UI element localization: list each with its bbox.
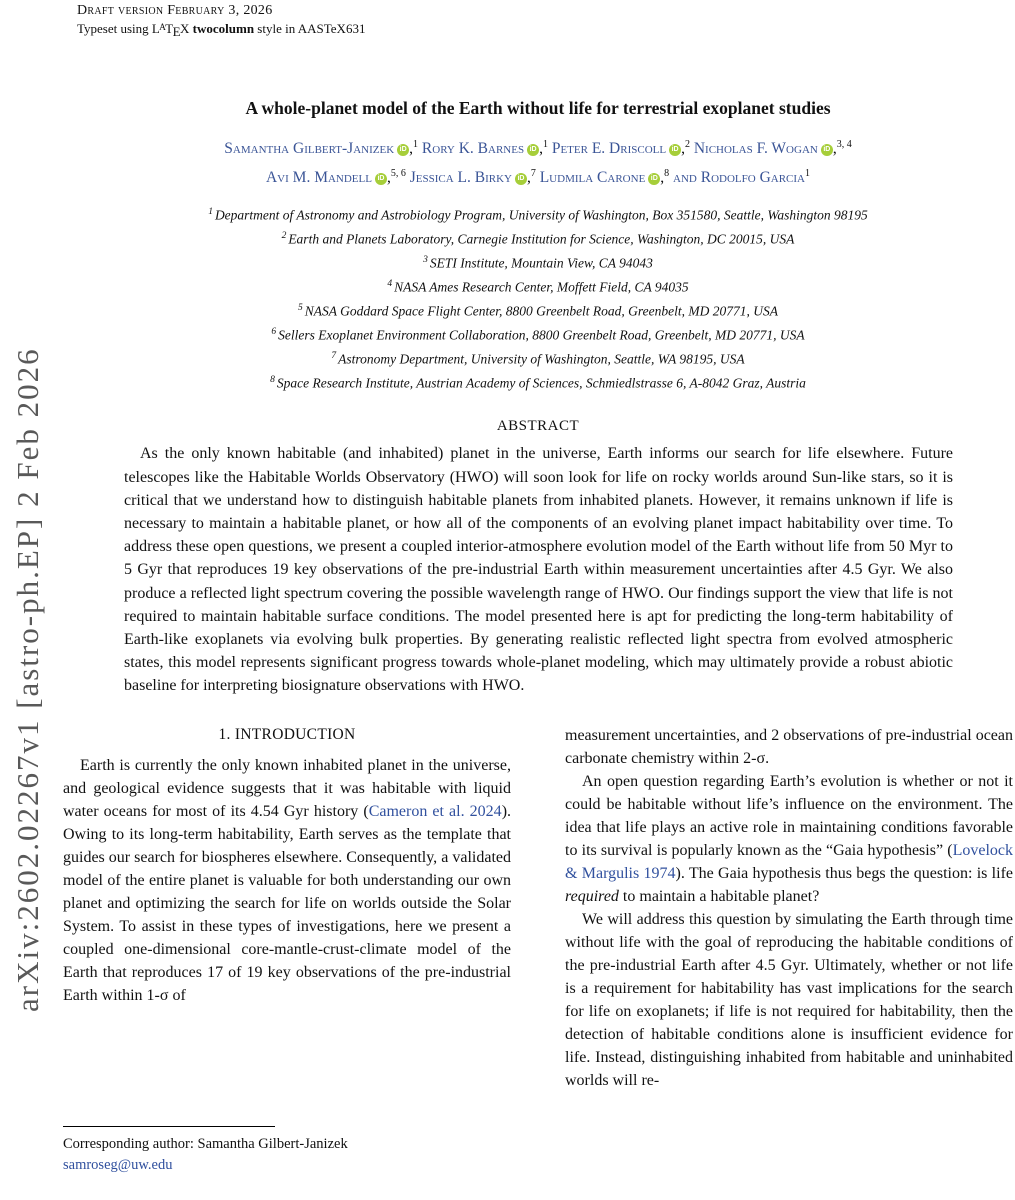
author: [422, 140, 548, 157]
text-run: measurement uncertainties, and 2 observations of pre-industrial ocean carbonate chemistry within 2-σ.: [565, 726, 1013, 767]
author: [540, 169, 669, 186]
draft-date-line: Draft version February 3, 2026: [77, 3, 273, 18]
affiliation-number: 1: [208, 207, 213, 218]
arxiv-watermark: arXiv:2602.02267v1 [astro-ph.EP] 2 Feb 2026: [10, 347, 45, 1012]
author-separator: ,: [832, 140, 837, 158]
author-affiliation-number: 1: [805, 168, 810, 180]
text-run: Typeset using L: [77, 21, 160, 36]
affiliation-text: Space Research Institute, Austrian Academy of Sciences, Schmiedlstrasse 6, A-8042 Graz, Austria: [276, 375, 806, 391]
text-run: T: [165, 21, 174, 36]
author: [673, 169, 810, 186]
citation-link[interactable]: Lovelock & Margulis 1974: [565, 841, 1013, 882]
author-separator: ,: [526, 169, 531, 187]
text-run: E: [172, 23, 181, 39]
paper-title: A whole-planet model of the Earth without life for terrestrial exoplanet studies: [245, 98, 831, 118]
author-affiliation-number: 5, 6: [390, 168, 406, 180]
affiliation: [63, 346, 1013, 370]
affiliation-number: 5: [297, 303, 303, 314]
text-run: to maintain a habitable planet?: [618, 887, 820, 905]
two-column-body: [63, 724, 1013, 1092]
typeset-line: [77, 20, 365, 40]
author-affiliation-number: 3, 4: [836, 139, 852, 150]
authors-line-2: [63, 161, 1013, 190]
author-name-link[interactable]: Avi M. Mandell: [265, 169, 372, 187]
affiliation-number: 4: [387, 279, 393, 290]
text-run: style in AASTeX631: [254, 21, 366, 36]
author-name-link[interactable]: Samantha Gilbert-Janizek: [224, 140, 395, 158]
affiliation-text: Astronomy Department, University of Washington, Seattle, WA 98195, USA: [338, 351, 745, 367]
text-run: An open question regarding Earth’s evolution is whether or not it could be habitable without life’s influence on the environment. The idea that life plays an active role in maintaining conditions favorable to its survival is popularly known as the “Gaia hypothesis” (: [565, 772, 1013, 859]
author-separator: ,: [660, 169, 665, 187]
affiliation-text: NASA Goddard Space Flight Center, 8800 Greenbelt Road, Greenbelt, MD 20771, USA: [304, 303, 779, 319]
corresponding-author-label: Corresponding author: Samantha Gilbert-Janizek: [63, 1136, 348, 1152]
author-affiliation-number: 1: [542, 139, 548, 150]
text-run: ). The Gaia hypothesis thus begs the question: is life: [675, 864, 1013, 882]
affiliations-list: [63, 202, 1013, 394]
affiliation-number: 7: [331, 351, 337, 362]
author-name-link[interactable]: Nicholas F. Wogan: [693, 140, 818, 158]
affiliation: [63, 322, 1013, 346]
orcid-icon[interactable]: iD: [515, 173, 527, 185]
author: [694, 140, 852, 157]
abstract-text: As the only known habitable (and inhabited) planet in the universe, Earth informs our search for life elsewhere. Future telescopes like the Habitable Worlds Observatory (HWO) will soon look for life on rocky worlds around Sun-like stars, so it is critical that we understand how to distinguish habitable planets from inhabited planets. However, it remains unknown if life is necessary to maintain a habitable planet, or how all of the components of an evolving planet impact habitability over time. To address these open questions, we present a coupled interior-atmosphere evolution model of the Earth without life from 50 Myr to 5 Gyr that reproduces 19 key observations of the pre-industrial Earth within measurement uncertainties after 4.5 Gyr. We also produce a reflected light spectrum covering the possible wavelength range of HWO. Our findings support the view that life is not required to maintain habitable surface conditions. The model presented here is apt for predicting the long-term habitability of Earth-like exoplanets via evolving bulk properties. By generating realistic reflected light spectra from evolved atmospheric states, this model represents significant progress towards whole-planet modeling, which may ultimately provide a robust abiotic baseline for interpreting biosignature observations with HWO.: [124, 445, 953, 695]
author-name-link[interactable]: Ludmila Carone: [539, 169, 646, 187]
affiliation-text: NASA Ames Research Center, Moffett Field, CA 94035: [394, 279, 689, 295]
author: [410, 169, 536, 186]
text-run: X: [180, 21, 193, 36]
orcid-icon[interactable]: iD: [821, 144, 833, 156]
author-separator: ,: [386, 169, 391, 187]
orcid-icon[interactable]: iD: [375, 173, 387, 185]
author-name-link[interactable]: Jessica L. Birky: [409, 169, 512, 187]
orcid-icon[interactable]: iD: [527, 144, 539, 156]
text-run: A: [159, 23, 166, 34]
paragraph: [63, 754, 511, 1007]
paper-content: [63, 0, 1013, 1092]
author-separator: ,: [681, 140, 685, 158]
affiliation-text: Department of Astronomy and Astrobiology Program, University of Washington, Box 351580, Seattle, Washington 98195: [214, 207, 868, 223]
affiliation-text: Earth and Planets Laboratory, Carnegie Institution for Science, Washington, DC 20015, USA: [288, 231, 795, 247]
orcid-icon[interactable]: iD: [669, 144, 681, 156]
author-name-link[interactable]: and Rodolfo Garcia: [673, 169, 805, 187]
author-affiliation-number: 2: [684, 139, 690, 150]
author-separator: ,: [409, 140, 414, 158]
intro-left-column: [63, 724, 511, 1092]
abstract-heading: ABSTRACT: [496, 418, 580, 435]
author-affiliation-number: 1: [413, 139, 419, 150]
affiliation: [63, 226, 1013, 250]
affiliation: [63, 298, 1013, 322]
text-run: We will address this question by simulating the Earth through time without life with the goal of reproducing the habitable conditions of the pre-industrial Earth after 4.5 Gyr. Ultimately, whether or not life is a requirement for habitability has vast implications for the search for life on exoplanets; if life is not required for habitability, then the detection of habitable conditions alone is insufficient evidence for life. Instead, distinguishing inhabited from habitable and uninhabited worlds will re-: [565, 910, 1013, 1089]
paragraph: [565, 770, 1013, 908]
footnote-rule: [63, 1126, 275, 1127]
author: [224, 140, 418, 157]
author-separator: ,: [539, 140, 543, 158]
paper-header: [77, 2, 365, 40]
orcid-icon[interactable]: iD: [648, 173, 660, 185]
author-name-link[interactable]: Peter E. Driscoll: [551, 140, 667, 158]
affiliation-number: 8: [270, 375, 275, 386]
section-heading-introduction: 1. INTRODUCTION: [218, 725, 356, 743]
author-affiliation-number: 8: [664, 168, 670, 180]
corresponding-author-note: [63, 1126, 511, 1176]
affiliation: [63, 370, 1013, 394]
author: [266, 169, 406, 186]
orcid-icon[interactable]: iD: [397, 144, 409, 156]
author: [552, 140, 690, 157]
affiliation-text: Sellers Exoplanet Environment Collaboration, 8800 Greenbelt Road, Greenbelt, MD 20771, USA: [278, 327, 805, 343]
text-run: ). Owing to its long-term habitability, Earth serves as the template that guides our search for biospheres elsewhere. Consequently, a validated model of the entire planet is valuable for both understanding our own planet and optimizing the search for life on worlds outside the Solar System. To assist in these types of investigations, here we present a coupled one-dimensional core-mantle-crust-climate model of the Earth that reproduces 17 of 19 key observations of the pre-industrial Earth within 1-σ of: [63, 802, 512, 1004]
paragraph: [565, 724, 1013, 770]
emphasis-text: required: [565, 887, 619, 905]
text-run: twocolumn: [192, 21, 255, 36]
authors-block: [63, 132, 1013, 190]
affiliation: [63, 202, 1013, 226]
affiliation-number: 2: [281, 231, 287, 242]
author-name-link[interactable]: Rory K. Barnes: [421, 140, 525, 158]
email-link[interactable]: samroseg@uw.edu: [63, 1157, 173, 1173]
affiliation-number: 6: [271, 327, 277, 338]
affiliation-number: 3: [423, 255, 428, 266]
affiliation: [63, 250, 1013, 274]
paragraph: [565, 908, 1013, 1092]
affiliation: [63, 274, 1013, 298]
text-run: Earth is currently the only known inhabited planet in the universe, and geological evidence suggests that it was habitable with liquid water oceans for most of its 4.54 Gyr history (: [63, 756, 511, 820]
citation-link[interactable]: Cameron et al. 2024: [368, 802, 502, 820]
affiliation-text: SETI Institute, Mountain View, CA 94043: [429, 255, 653, 271]
author-affiliation-number: 7: [530, 168, 536, 180]
intro-right-column: [565, 724, 1013, 1092]
authors-line-1: [63, 132, 1013, 161]
